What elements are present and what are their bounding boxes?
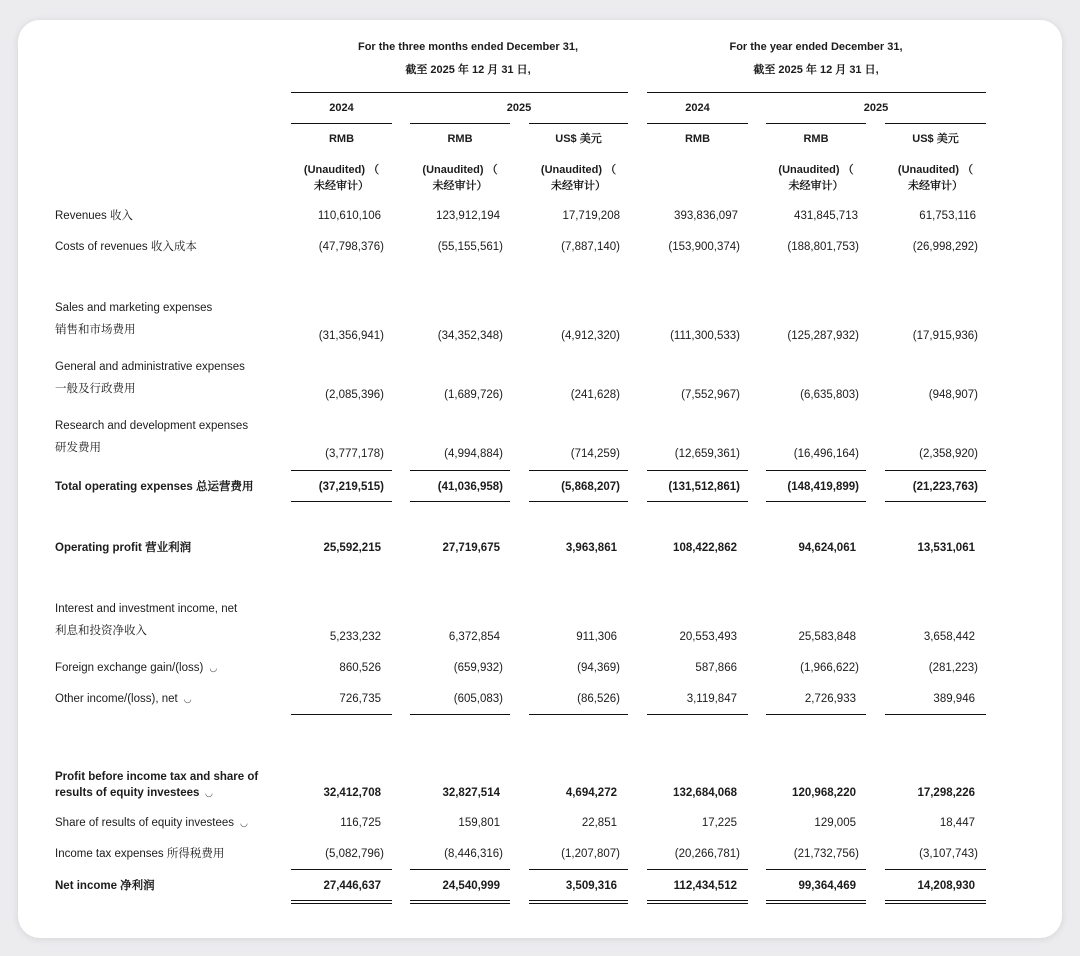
cell-value: 20,553,493 bbox=[679, 631, 737, 643]
cell-value: (17,915,936) bbox=[912, 330, 978, 342]
row-label-line2: results of equity investees bbox=[55, 787, 200, 799]
row-label-wrap bbox=[55, 691, 192, 707]
currency-label: RMB bbox=[447, 133, 473, 145]
currency-label: RMB bbox=[328, 133, 355, 145]
row-label: Total operating expenses 总运营费用 bbox=[55, 481, 254, 493]
subtotal-rule bbox=[529, 714, 628, 715]
subtotal-rule bbox=[885, 714, 986, 715]
cell-value: (4,912,320) bbox=[561, 330, 620, 342]
subtotal-rule bbox=[766, 869, 866, 870]
cell-value: 25,592,215 bbox=[323, 542, 381, 554]
year-rule bbox=[766, 123, 866, 124]
total-rule bbox=[410, 501, 510, 502]
cell-value: 393,836,097 bbox=[674, 210, 738, 222]
year-rule bbox=[647, 123, 748, 124]
double-rule bbox=[766, 900, 866, 904]
cell-value: (188,801,753) bbox=[787, 241, 859, 253]
cell-value: (16,496,164) bbox=[793, 448, 859, 460]
cell-value: 5,233,232 bbox=[329, 631, 381, 643]
row-label: Income tax expenses 所得税费用 bbox=[55, 848, 225, 860]
cell-value: 18,447 bbox=[939, 817, 975, 829]
cell-value: 108,422,862 bbox=[673, 542, 737, 554]
cell-value: (148,419,899) bbox=[787, 481, 859, 493]
row-label: Interest and investment income, net bbox=[55, 603, 238, 615]
cell-value: 3,963,861 bbox=[565, 542, 617, 554]
cell-value: (125,287,932) bbox=[787, 330, 859, 342]
year-rule bbox=[410, 123, 510, 124]
cell-value: 32,412,708 bbox=[323, 787, 381, 799]
cell-value: 110,610,106 bbox=[317, 210, 381, 222]
row-label-cn: 研发费用 bbox=[55, 442, 101, 454]
row-label-wrap bbox=[55, 660, 217, 676]
loading-icon: ◡ bbox=[240, 818, 248, 828]
cell-value: 99,364,469 bbox=[798, 880, 856, 892]
cell-value: 116,725 bbox=[340, 817, 381, 829]
row-label: Research and development expenses bbox=[55, 420, 249, 432]
cell-value: 389,946 bbox=[933, 693, 975, 705]
cell-value: (714,259) bbox=[570, 448, 620, 460]
cell-value: (31,356,941) bbox=[318, 330, 384, 342]
cell-value: (41,036,958) bbox=[437, 481, 503, 493]
cell-value: (1,966,622) bbox=[800, 662, 859, 674]
cell-value: (4,994,884) bbox=[444, 448, 503, 460]
row-label: Costs of revenues 收入成本 bbox=[55, 241, 197, 253]
unaudited-label: (Unaudited) （ bbox=[778, 164, 854, 176]
cell-value: (948,907) bbox=[928, 389, 978, 401]
year-2025-annual: 2025 bbox=[863, 102, 889, 114]
row-label-wrap bbox=[55, 785, 212, 801]
loading-icon: ◡ bbox=[183, 694, 192, 704]
cell-value: (1,207,807) bbox=[561, 848, 620, 860]
cell-value: (47,798,376) bbox=[318, 241, 384, 253]
cell-value: (241,628) bbox=[570, 389, 620, 401]
double-rule bbox=[885, 900, 986, 904]
cell-value: (5,082,796) bbox=[325, 848, 384, 860]
subtotal-rule bbox=[291, 714, 392, 715]
cell-value: (8,446,316) bbox=[444, 848, 503, 860]
total-rule bbox=[647, 501, 748, 502]
cell-value: 3,119,847 bbox=[686, 693, 737, 705]
cell-value: 587,866 bbox=[695, 662, 737, 674]
cell-value: (1,689,726) bbox=[444, 389, 503, 401]
cell-value: 112,434,512 bbox=[673, 880, 737, 892]
subtotal-rule bbox=[885, 470, 986, 471]
year-rule bbox=[885, 123, 986, 124]
cell-value: 22,851 bbox=[581, 817, 617, 829]
cell-value: (7,552,967) bbox=[681, 389, 740, 401]
unaudited-label: (Unaudited) （ bbox=[303, 164, 380, 176]
row-label: Revenues 收入 bbox=[55, 210, 133, 222]
row-label: Sales and marketing expenses bbox=[55, 302, 213, 314]
cell-value: 27,446,637 bbox=[323, 880, 381, 892]
cell-value: 17,298,226 bbox=[917, 787, 975, 799]
currency-label: RMB bbox=[803, 133, 829, 145]
cell-value: (94,369) bbox=[577, 662, 620, 674]
total-rule bbox=[885, 501, 986, 502]
double-rule bbox=[647, 900, 748, 904]
subtotal-rule bbox=[766, 470, 866, 471]
subtotal-rule bbox=[885, 869, 986, 870]
header-rule bbox=[291, 92, 628, 93]
subtotal-rule bbox=[647, 470, 748, 471]
cell-value: 129,005 bbox=[814, 817, 856, 829]
year-2024-quarter: 2024 bbox=[329, 102, 354, 114]
cell-value: (20,266,781) bbox=[674, 848, 740, 860]
unaudited-label: (Unaudited) （ bbox=[422, 164, 498, 176]
year-rule bbox=[291, 123, 392, 124]
row-label: Operating profit 营业利润 bbox=[55, 542, 192, 554]
unaudited-label: (Unaudited) （ bbox=[540, 164, 617, 176]
row-label-cn: 一般及行政费用 bbox=[55, 383, 136, 395]
subtotal-rule bbox=[647, 869, 748, 870]
row-label: General and administrative expenses bbox=[55, 361, 245, 373]
subtotal-rule bbox=[291, 869, 392, 870]
subtotal-rule bbox=[529, 869, 628, 870]
three-months-title: For the three months ended December 31, bbox=[357, 41, 579, 53]
year-title-cn: 截至 2025 年 12 月 31 日, bbox=[753, 64, 879, 76]
currency-label: US$ 美元 bbox=[555, 133, 602, 145]
total-rule bbox=[766, 501, 866, 502]
cell-value: 860,526 bbox=[339, 662, 381, 674]
unaudited-label: (Unaudited) （ bbox=[897, 164, 974, 176]
double-rule bbox=[291, 900, 392, 904]
loading-icon: ◡ bbox=[205, 788, 213, 798]
unaudited-label-cn: 未经审计） bbox=[432, 180, 488, 192]
cell-value: 13,531,061 bbox=[917, 542, 975, 554]
cell-value: (12,659,361) bbox=[674, 448, 740, 460]
cell-value: (659,932) bbox=[453, 662, 503, 674]
cell-value: 123,912,194 bbox=[436, 210, 500, 222]
subtotal-rule bbox=[410, 470, 510, 471]
row-label-wrap bbox=[55, 815, 248, 831]
subtotal-rule bbox=[410, 714, 510, 715]
year-rule bbox=[529, 123, 628, 124]
cell-value: 25,583,848 bbox=[798, 631, 856, 643]
cell-value: 726,735 bbox=[339, 693, 381, 705]
cell-value: (21,732,756) bbox=[793, 848, 859, 860]
row-label: Net income 净利润 bbox=[55, 880, 155, 892]
row-label: Share of results of equity investees bbox=[55, 817, 234, 829]
cell-value: (6,635,803) bbox=[800, 389, 859, 401]
three-months-title-cn: 截至 2025 年 12 月 31 日, bbox=[405, 64, 531, 76]
total-rule bbox=[291, 501, 392, 502]
currency-label: US$ 美元 bbox=[912, 133, 959, 145]
row-label: Other income/(loss), net bbox=[55, 693, 178, 705]
row-label-cn: 销售和市场费用 bbox=[55, 324, 136, 336]
unaudited-label-cn: 未经审计） bbox=[908, 180, 963, 192]
cell-value: 17,719,208 bbox=[562, 210, 620, 222]
header-rule bbox=[647, 92, 986, 93]
year-title: For the year ended December 31, bbox=[729, 41, 903, 53]
cell-value: 911,306 bbox=[576, 631, 617, 643]
cell-value: 61,753,116 bbox=[919, 210, 976, 222]
cell-value: 3,509,316 bbox=[565, 880, 617, 892]
cell-value: 14,208,930 bbox=[917, 880, 975, 892]
cell-value: (21,223,763) bbox=[912, 481, 978, 493]
cell-value: (2,358,920) bbox=[919, 448, 978, 460]
currency-label: RMB bbox=[684, 133, 711, 145]
cell-value: (153,900,374) bbox=[668, 241, 740, 253]
row-label: Profit before income tax and share of bbox=[55, 771, 259, 783]
cell-value: 4,694,272 bbox=[565, 787, 617, 799]
subtotal-rule bbox=[291, 470, 392, 471]
cell-value: 32,827,514 bbox=[442, 787, 500, 799]
cell-value: (26,998,292) bbox=[912, 241, 978, 253]
double-rule bbox=[410, 900, 510, 904]
double-rule bbox=[529, 900, 628, 904]
year-2025-quarter: 2025 bbox=[506, 102, 532, 114]
cell-value: (281,223) bbox=[928, 662, 978, 674]
cell-value: (3,777,178) bbox=[325, 448, 384, 460]
cell-value: 132,684,068 bbox=[673, 787, 737, 799]
cell-value: (37,219,515) bbox=[318, 481, 384, 493]
cell-value: 3,658,442 bbox=[923, 631, 975, 643]
statement-card bbox=[18, 20, 1062, 938]
cell-value: 159,801 bbox=[458, 817, 500, 829]
cell-value: (5,868,207) bbox=[561, 481, 620, 493]
subtotal-rule bbox=[647, 714, 748, 715]
cell-value: 431,845,713 bbox=[794, 210, 858, 222]
cell-value: 24,540,999 bbox=[442, 880, 500, 892]
subtotal-rule bbox=[529, 470, 628, 471]
cell-value: (7,887,140) bbox=[561, 241, 620, 253]
cell-value: (3,107,743) bbox=[919, 848, 978, 860]
loading-icon: ◡ bbox=[209, 663, 218, 673]
cell-value: 2,726,933 bbox=[804, 693, 856, 705]
subtotal-rule bbox=[410, 869, 510, 870]
cell-value: 27,719,675 bbox=[442, 542, 500, 554]
row-label: Foreign exchange gain/(loss) bbox=[55, 662, 204, 674]
cell-value: (605,083) bbox=[453, 693, 503, 705]
subtotal-rule bbox=[766, 714, 866, 715]
year-2024-annual: 2024 bbox=[685, 102, 710, 114]
cell-value: (111,300,533) bbox=[670, 330, 740, 342]
cell-value: 120,968,220 bbox=[792, 787, 856, 799]
total-rule bbox=[529, 501, 628, 502]
cell-value: (55,155,561) bbox=[437, 241, 503, 253]
cell-value: (34,352,348) bbox=[437, 330, 503, 342]
row-label-cn: 利息和投资净收入 bbox=[55, 625, 147, 637]
cell-value: (2,085,396) bbox=[325, 389, 384, 401]
cell-value: (86,526) bbox=[577, 693, 620, 705]
unaudited-label-cn: 未经审计） bbox=[551, 180, 606, 192]
cell-value: 17,225 bbox=[701, 817, 737, 829]
unaudited-label-cn: 未经审计） bbox=[314, 180, 369, 192]
cell-value: 6,372,854 bbox=[448, 631, 500, 643]
cell-value: (131,512,861) bbox=[668, 481, 740, 493]
cell-value: 94,624,061 bbox=[798, 542, 856, 554]
unaudited-label-cn: 未经审计） bbox=[788, 180, 844, 192]
